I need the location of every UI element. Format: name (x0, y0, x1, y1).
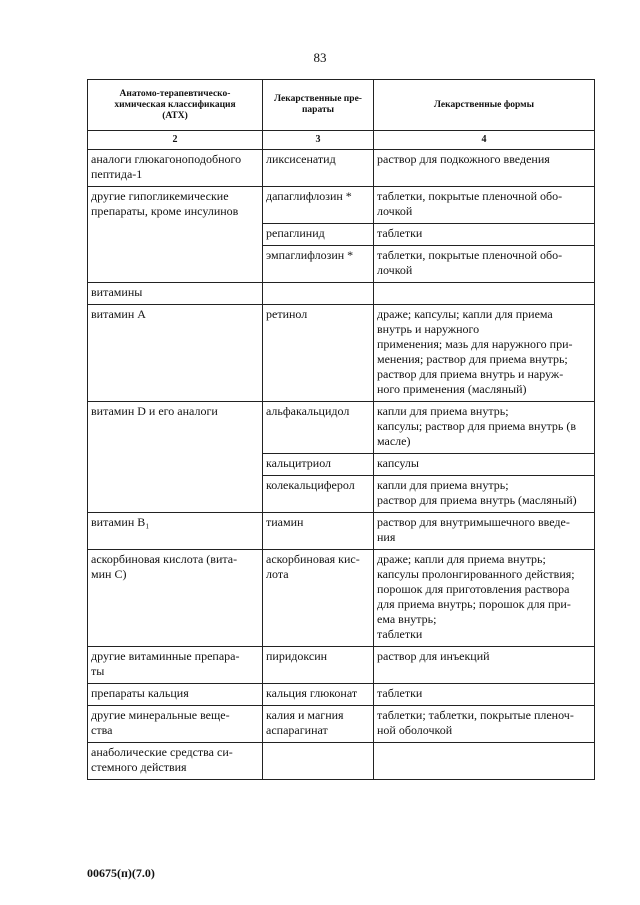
atc-class-cell: витамины (88, 283, 263, 305)
drug-name-cell: кальцитриол (263, 454, 374, 476)
atc-drug-table (87, 79, 595, 780)
page-number: 83 (313, 50, 327, 65)
dosage-form-cell: таблетки (374, 224, 595, 246)
atc-class-cell: другие витаминные препара- ты (88, 647, 263, 684)
table-row (88, 706, 595, 743)
dosage-form-cell: драже; капли для приема внутрь; капсулы пролонгированного действия; порошок для приготовления раствора для приема внутрь; порошок для при- ема внутрь; таблетки (374, 550, 595, 647)
table-row (88, 305, 595, 402)
atc-class-cell: другие гипогликемические препараты, кроме инсулинов (88, 187, 263, 283)
dosage-form-cell: таблетки, покрытые пленочной обо- лочкой (374, 187, 595, 224)
drug-name-cell: колекальциферол (263, 476, 374, 513)
header-atc-classification: Анатомо-терапевтическо- химическая классификация (АТХ) (88, 80, 263, 131)
drug-name-cell: дапаглифлозин * (263, 187, 374, 224)
drug-name-cell: кальция глюконат (263, 684, 374, 706)
header-drugs: Лекарственные пре- параты (263, 80, 374, 131)
column-number: 2 (88, 131, 263, 150)
dosage-form-cell (374, 743, 595, 780)
dosage-form-cell: капли для приема внутрь; капсулы; раствор для приема внутрь (в масле) (374, 402, 595, 454)
atc-class-cell: анаболические средства си- стемного действия (88, 743, 263, 780)
atc-class-cell: витамин B₁ (88, 513, 263, 550)
document-code: 00675(п)(7.0) (87, 866, 155, 880)
dosage-form-cell: раствор для внутримышечного введе- ния (374, 513, 595, 550)
table-row (88, 647, 595, 684)
table-row (88, 684, 595, 706)
atc-class-cell: аналоги глюкагоноподобного пептида-1 (88, 150, 263, 187)
table-row (88, 402, 595, 454)
dosage-form-cell: таблетки, покрытые пленочной обо- лочкой (374, 246, 595, 283)
header-dosage-forms: Лекарственные формы (374, 80, 595, 131)
atc-class-cell: препараты кальция (88, 684, 263, 706)
table-row (88, 187, 595, 224)
drug-name-cell: аскорбиновая кис- лота (263, 550, 374, 647)
drug-name-cell: пиридоксин (263, 647, 374, 684)
atc-class-cell: витамин А (88, 305, 263, 402)
drug-name-cell: ликсисенатид (263, 150, 374, 187)
column-number: 4 (374, 131, 595, 150)
drug-name-cell (263, 743, 374, 780)
column-number-row (88, 131, 595, 150)
table-row (88, 150, 595, 187)
dosage-form-cell: таблетки; таблетки, покрытые пленоч- ной оболочкой (374, 706, 595, 743)
table-row (88, 743, 595, 780)
dosage-form-cell: раствор для инъекций (374, 647, 595, 684)
dosage-form-cell: раствор для подкожного введения (374, 150, 595, 187)
dosage-form-cell: драже; капсулы; капли для приема внутрь и наружного применения; мазь для наружного при- менения; раствор для приема внутрь; раствор для приема внутрь и наруж- ного применения (масляный) (374, 305, 595, 402)
dosage-form-cell: капли для приема внутрь; раствор для приема внутрь (масляный) (374, 476, 595, 513)
drug-name-cell: калия и магния аспарагинат (263, 706, 374, 743)
table-row (88, 283, 595, 305)
atc-class-cell: другие минеральные веще- ства (88, 706, 263, 743)
drug-name-cell (263, 283, 374, 305)
dosage-form-cell: капсулы (374, 454, 595, 476)
table-header-row (88, 80, 595, 131)
drug-name-cell: эмпаглифлозин * (263, 246, 374, 283)
drug-name-cell: альфакальцидол (263, 402, 374, 454)
column-number: 3 (263, 131, 374, 150)
atc-class-cell: витамин D и его аналоги (88, 402, 263, 513)
dosage-form-cell: таблетки (374, 684, 595, 706)
drug-name-cell: тиамин (263, 513, 374, 550)
dosage-form-cell (374, 283, 595, 305)
table-row (88, 550, 595, 647)
drug-name-cell: репаглинид (263, 224, 374, 246)
table-row (88, 513, 595, 550)
atc-class-cell: аскорбиновая кислота (вита- мин С) (88, 550, 263, 647)
drug-name-cell: ретинол (263, 305, 374, 402)
